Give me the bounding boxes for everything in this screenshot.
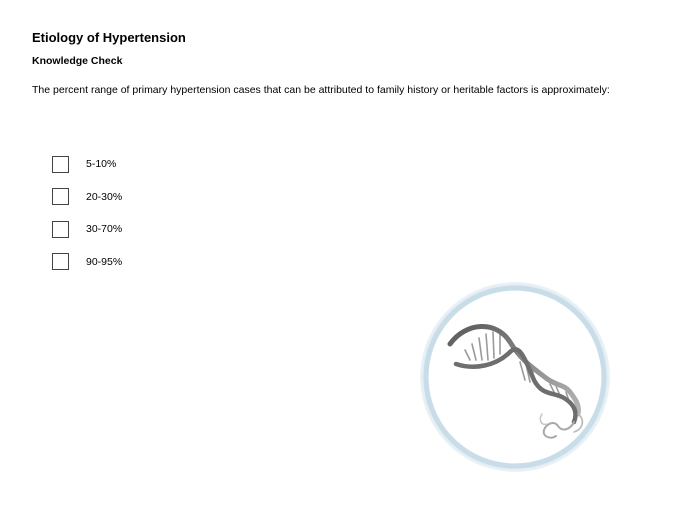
page-title: Etiology of Hypertension [32, 30, 186, 45]
answer-option-1[interactable] [52, 154, 122, 174]
answer-checkbox-1[interactable] [52, 156, 69, 173]
answer-checkbox-4[interactable] [52, 253, 69, 270]
dna-illustration [418, 280, 612, 474]
dna-helix-icon [418, 280, 612, 474]
answer-options [52, 154, 122, 284]
page-subtitle: Knowledge Check [32, 55, 123, 67]
answer-option-2[interactable] [52, 187, 122, 207]
answer-label-4: 90-95% [86, 255, 123, 268]
answer-label-1: 5-10% [86, 158, 117, 170]
answer-checkbox-3[interactable] [52, 221, 69, 238]
answer-checkbox-2[interactable] [52, 188, 69, 205]
answer-option-4[interactable] [52, 252, 122, 272]
answer-label-2: 20-30% [86, 190, 123, 203]
question-text: The percent range of primary hypertension cases that can be attributed to family history or heritable factors is approximately: [32, 84, 610, 96]
answer-label-3: 30-70% [86, 223, 123, 235]
answer-option-3[interactable] [52, 219, 122, 239]
